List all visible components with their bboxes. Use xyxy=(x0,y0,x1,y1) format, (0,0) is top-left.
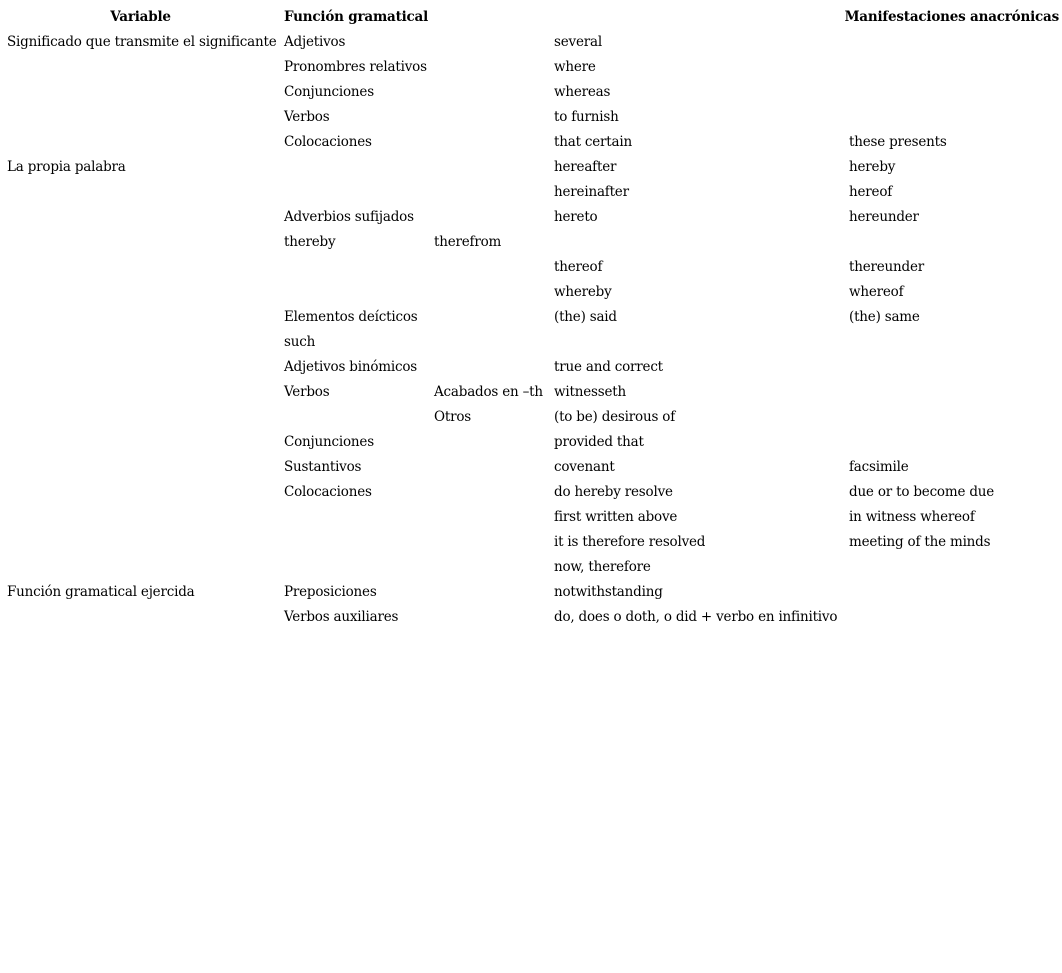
cell-variable: Significado que transmite el significante xyxy=(7,33,277,50)
cell-variable xyxy=(2,129,279,154)
table-row xyxy=(2,54,1059,79)
cell-subcategory xyxy=(429,329,549,354)
header-variable: Variable xyxy=(110,8,171,25)
cell-variable xyxy=(2,79,279,104)
table-row xyxy=(2,29,1059,54)
cell-variable xyxy=(2,454,279,479)
cell-funcion: Colocaciones xyxy=(284,133,372,150)
cell-subcategory xyxy=(429,454,549,479)
cell-variable: La propia palabra xyxy=(7,158,126,175)
table-row xyxy=(2,479,1059,504)
cell-manifestacion xyxy=(844,404,1059,429)
cell-subcategory xyxy=(429,104,549,129)
cell-subcategory xyxy=(429,179,549,204)
cell-example: several xyxy=(554,33,602,50)
cell-example: to furnish xyxy=(554,108,619,125)
cell-variable xyxy=(2,504,279,529)
cell-example: hereafter xyxy=(554,158,617,175)
table-row xyxy=(2,254,1059,279)
table-row xyxy=(2,504,1059,529)
header-funcion-gramatical: Función gramatical xyxy=(284,8,429,25)
cell-manifestacion: hereby xyxy=(849,158,896,175)
cell-variable xyxy=(2,254,279,279)
cell-manifestacion xyxy=(844,579,1059,604)
cell-subcategory xyxy=(429,579,549,604)
cell-manifestacion xyxy=(844,104,1059,129)
anachronisms-table xyxy=(2,4,1059,629)
table-row xyxy=(2,304,1059,329)
cell-manifestacion: meeting of the minds xyxy=(849,533,991,550)
cell-subcategory xyxy=(429,529,549,554)
cell-subcategory xyxy=(429,604,549,629)
cell-funcion: Adjetivos xyxy=(284,33,346,50)
cell-example: that certain xyxy=(554,133,632,150)
cell-subcategory xyxy=(429,304,549,329)
cell-funcion: Sustantivos xyxy=(284,458,362,475)
cell-funcion: Adjetivos binómicos xyxy=(284,358,417,375)
cell-manifestacion xyxy=(844,29,1059,54)
cell-example: notwithstanding xyxy=(554,583,663,600)
cell-example: whereas xyxy=(554,83,611,100)
cell-variable xyxy=(2,604,279,629)
table-row xyxy=(2,604,1059,629)
table-row xyxy=(2,79,1059,104)
cell-variable xyxy=(2,379,279,404)
cell-example: hereinafter xyxy=(554,183,629,200)
cell-funcion: Colocaciones xyxy=(284,483,372,500)
cell-example: first written above xyxy=(554,508,678,525)
table-row xyxy=(2,429,1059,454)
table-row xyxy=(2,529,1059,554)
cell-subcategory xyxy=(429,54,549,79)
cell-funcion xyxy=(279,404,429,429)
cell-subcategory xyxy=(429,79,549,104)
table-row xyxy=(2,204,1059,229)
cell-funcion: Verbos xyxy=(284,108,330,125)
cell-subcategory: Otros xyxy=(434,408,472,425)
table-row xyxy=(2,129,1059,154)
cell-variable xyxy=(2,429,279,454)
cell-variable xyxy=(2,204,279,229)
table-row xyxy=(2,179,1059,204)
table-row xyxy=(2,404,1059,429)
cell-manifestacion: due or to become due xyxy=(849,483,995,500)
cell-funcion xyxy=(279,554,429,579)
cell-funcion: Elementos deícticos xyxy=(284,308,418,325)
cell-example xyxy=(549,329,844,354)
cell-funcion xyxy=(279,154,429,179)
cell-example: covenant xyxy=(554,458,615,475)
cell-funcion: Conjunciones xyxy=(284,83,374,100)
cell-funcion: Verbos xyxy=(284,383,330,400)
cell-example: true and correct xyxy=(554,358,663,375)
cell-manifestacion xyxy=(844,229,1059,254)
table-row xyxy=(2,379,1059,404)
table-row xyxy=(2,154,1059,179)
cell-variable xyxy=(2,529,279,554)
cell-manifestacion: whereof xyxy=(849,283,904,300)
cell-funcion: Pronombres relativos xyxy=(284,58,427,75)
cell-example xyxy=(549,229,844,254)
table-row xyxy=(2,554,1059,579)
cell-manifestacion: (the) same xyxy=(849,308,920,325)
cell-example: (to be) desirous of xyxy=(554,408,675,425)
cell-funcion xyxy=(279,529,429,554)
cell-funcion: Adverbios sufijados xyxy=(284,208,414,225)
cell-funcion: Preposiciones xyxy=(284,583,377,600)
cell-funcion: such xyxy=(284,333,316,350)
cell-manifestacion: hereunder xyxy=(849,208,919,225)
cell-funcion xyxy=(279,279,429,304)
header-row xyxy=(2,4,1059,29)
cell-variable xyxy=(2,479,279,504)
cell-variable xyxy=(2,179,279,204)
cell-subcategory: Acabados en –th xyxy=(434,383,543,400)
cell-example: it is therefore resolved xyxy=(554,533,706,550)
cell-manifestacion xyxy=(844,604,1059,629)
cell-example: whereby xyxy=(554,283,612,300)
cell-manifestacion xyxy=(844,354,1059,379)
cell-funcion: thereby xyxy=(284,233,336,250)
cell-variable xyxy=(2,279,279,304)
cell-subcategory xyxy=(429,29,549,54)
table-row xyxy=(2,579,1059,604)
cell-manifestacion xyxy=(844,79,1059,104)
table-header xyxy=(2,4,1059,29)
table-row xyxy=(2,454,1059,479)
cell-example: do, does o doth, o did + verbo en infinitivo xyxy=(554,608,838,625)
cell-example: do hereby resolve xyxy=(554,483,673,500)
cell-variable: Función gramatical ejercida xyxy=(7,583,195,600)
cell-example: where xyxy=(554,58,596,75)
cell-subcategory xyxy=(429,279,549,304)
cell-subcategory: therefrom xyxy=(434,233,502,250)
table-row xyxy=(2,329,1059,354)
cell-example: provided that xyxy=(554,433,644,450)
cell-variable xyxy=(2,554,279,579)
cell-example: now, therefore xyxy=(554,558,651,575)
cell-variable xyxy=(2,329,279,354)
cell-variable xyxy=(2,404,279,429)
cell-funcion xyxy=(279,504,429,529)
cell-manifestacion: in witness whereof xyxy=(849,508,975,525)
cell-manifestacion xyxy=(844,54,1059,79)
cell-example: thereof xyxy=(554,258,603,275)
cell-variable xyxy=(2,229,279,254)
cell-variable xyxy=(2,304,279,329)
cell-subcategory xyxy=(429,504,549,529)
cell-subcategory xyxy=(429,204,549,229)
cell-subcategory xyxy=(429,154,549,179)
cell-manifestacion: these presents xyxy=(849,133,947,150)
cell-funcion: Conjunciones xyxy=(284,433,374,450)
cell-example: (the) said xyxy=(554,308,617,325)
cell-subcategory xyxy=(429,354,549,379)
table-row xyxy=(2,354,1059,379)
cell-variable xyxy=(2,54,279,79)
cell-variable xyxy=(2,354,279,379)
cell-subcategory xyxy=(429,129,549,154)
cell-subcategory xyxy=(429,554,549,579)
cell-manifestacion xyxy=(844,329,1059,354)
cell-variable xyxy=(2,104,279,129)
cell-funcion xyxy=(279,254,429,279)
cell-manifestacion: facsimile xyxy=(849,458,909,475)
header-examples xyxy=(549,4,844,29)
cell-manifestacion xyxy=(844,554,1059,579)
cell-manifestacion xyxy=(844,379,1059,404)
cell-subcategory xyxy=(429,479,549,504)
table-row xyxy=(2,279,1059,304)
table-row xyxy=(2,229,1059,254)
header-subcategory xyxy=(429,4,549,29)
cell-manifestacion: hereof xyxy=(849,183,893,200)
cell-subcategory xyxy=(429,254,549,279)
cell-manifestacion xyxy=(844,429,1059,454)
table-row xyxy=(2,104,1059,129)
cell-funcion: Verbos auxiliares xyxy=(284,608,399,625)
header-manifestaciones-anacronicas: Manifestaciones anacrónicas xyxy=(844,8,1059,25)
cell-funcion xyxy=(279,179,429,204)
table-body xyxy=(2,29,1059,629)
cell-manifestacion: thereunder xyxy=(849,258,925,275)
cell-subcategory xyxy=(429,429,549,454)
cell-example: witnesseth xyxy=(554,383,626,400)
cell-example: hereto xyxy=(554,208,598,225)
